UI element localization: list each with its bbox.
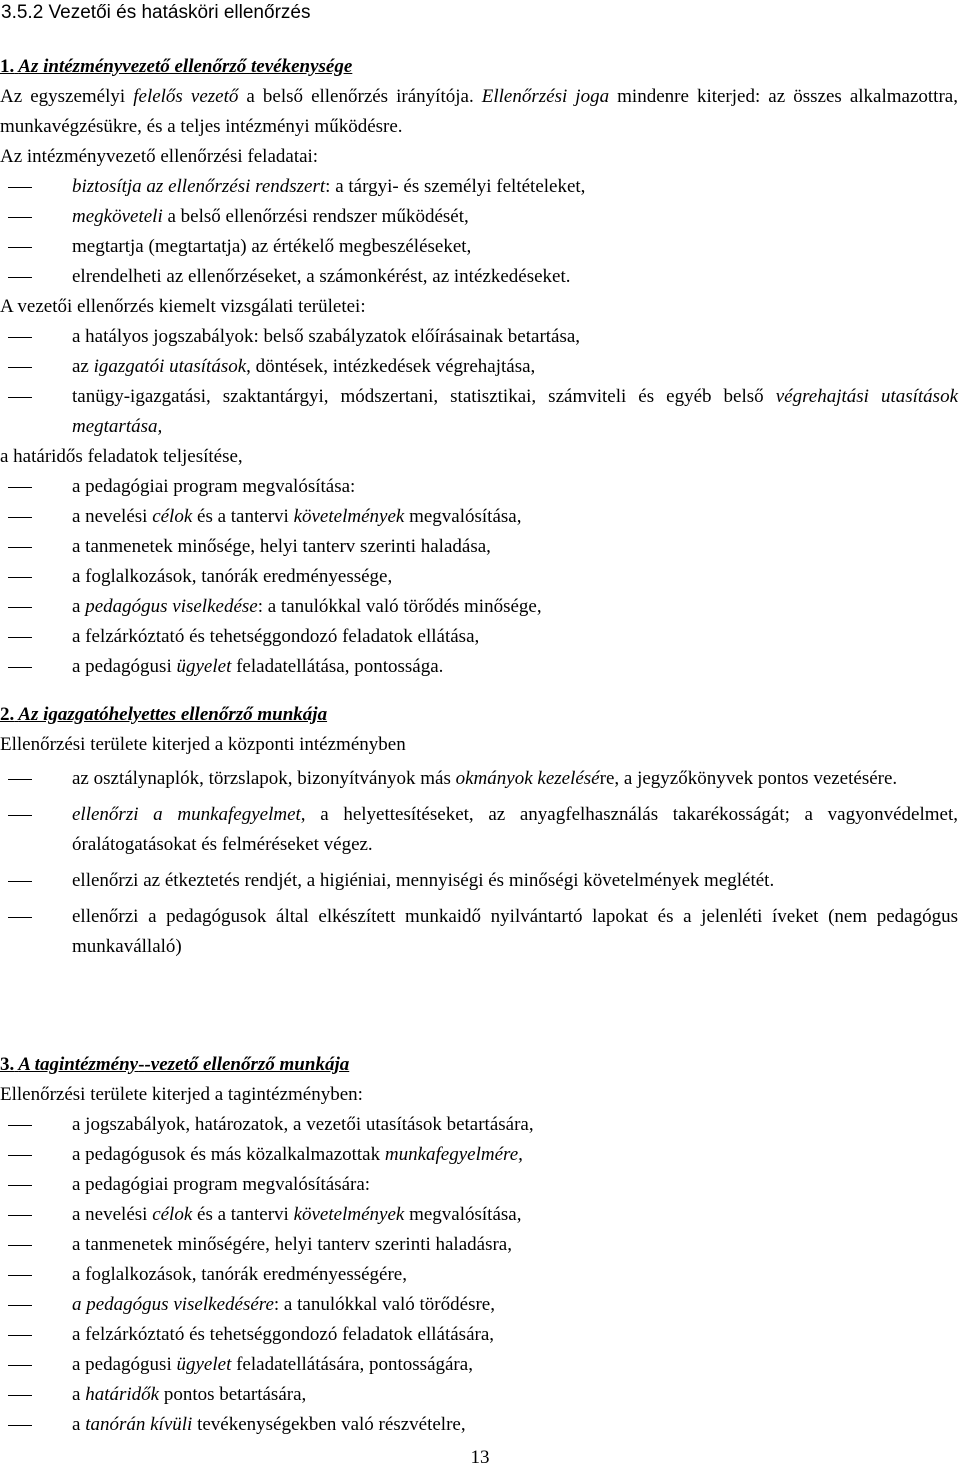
dash-bullet: [0, 502, 72, 532]
list-item: a felzárkóztató és tehetséggondozó feladatok ellátására,: [0, 1320, 958, 1350]
list-item: a pedagógusi ügyelet feladatellátására, pontosságára,: [0, 1350, 958, 1380]
list-item: a pedagógusi ügyelet feladatellátása, pontossága.: [0, 652, 958, 682]
list-item: a pedagógiai program megvalósítására:: [0, 1170, 958, 1200]
list-item: tanügy-igazgatási, szaktantárgyi, módszertani, statisztikai, számviteli és egyéb belső végrehajtási utasítások megtartása,: [0, 382, 958, 442]
list-item: megtartja (megtartatja) az értékelő megbeszéléseket,: [0, 232, 958, 262]
dash-bullet: [0, 1410, 72, 1440]
list-item: biztosítja az ellenőrzési rendszert: a tárgyi- és személyi feltételeket,: [0, 172, 958, 202]
section-1: [0, 52, 958, 682]
dash-bullet: [0, 472, 72, 502]
list-item: a pedagógusok és más közalkalmazottak munkafegyelmére,: [0, 1140, 958, 1170]
section-3-title: 3. A tagintézmény--vezető ellenőrző munkája: [0, 1054, 350, 1075]
list-item: a tanmenetek minősége, helyi tanterv szerinti haladása,: [0, 532, 958, 562]
section-3-intro: Ellenőrzési területe kiterjed a tagintézményben:: [0, 1084, 363, 1105]
list-item: ellenőrzi az étkeztetés rendjét, a higiéniai, mennyiségi és minőségi követelmények meglétét.: [0, 866, 958, 896]
list-item: a foglalkozások, tanórák eredményességére,: [0, 1260, 958, 1290]
list-item: a foglalkozások, tanórák eredményessége,: [0, 562, 958, 592]
dash-bullet: [0, 622, 72, 652]
dash-bullet: [0, 232, 72, 262]
dash-bullet: [0, 1260, 72, 1290]
list-item: a nevelési célok és a tantervi követelmények megvalósítása,: [0, 502, 958, 532]
dash-bullet: [0, 800, 72, 860]
section-1-title: 1. Az intézményvezető ellenőrző tevékenysége: [0, 56, 353, 77]
dash-bullet: [0, 1140, 72, 1170]
dash-bullet: [0, 1230, 72, 1260]
section-3: [0, 1050, 958, 1440]
list-item: ellenőrzi a pedagógusok által elkészített munkaidő nyilvántartó lapokat és a jelenléti íveket (nem pedagógus munkavállaló): [0, 902, 958, 962]
list-item: az igazgatói utasítások, döntések, intézkedések végrehajtása,: [0, 352, 958, 382]
list-item: a jogszabályok, határozatok, a vezetői utasítások betartására,: [0, 1110, 958, 1140]
section-2: [0, 700, 958, 962]
tasks-label: Az intézményvezető ellenőrzési feladatai:: [0, 146, 319, 167]
dash-bullet: [0, 202, 72, 232]
dash-bullet: [0, 1200, 72, 1230]
list-item: a nevelési célok és a tantervi követelmények megvalósítása,: [0, 1200, 958, 1230]
page-number: 13: [470, 1447, 490, 1468]
dash-bullet: [0, 1350, 72, 1380]
dash-bullet: [0, 562, 72, 592]
list-item: a felzárkóztató és tehetséggondozó feladatok ellátása,: [0, 622, 958, 652]
dash-bullet: [0, 1380, 72, 1410]
dash-bullet: [0, 172, 72, 202]
list-item: ellenőrzi a munkafegyelmet, a helyettesítéseket, az anyagfelhasználás takarékosságát; a vagyonvédelmet, óralátogatásokat és felméréseket végez.: [0, 800, 958, 860]
dash-bullet: [0, 532, 72, 562]
dash-bullet: [0, 382, 72, 442]
list-item: a tanórán kívüli tevékenységekben való részvételre,: [0, 1410, 958, 1440]
list-item: a határidők pontos betartására,: [0, 1380, 958, 1410]
section-1-intro: Az egyszemélyi felelős vezető a belső ellenőrzés irányítója. Ellenőrzési joga mindenre kiterjed: az összes alkalmazottra, munkavégzésükre, és a teljes intézményi működésre.: [0, 86, 958, 137]
dash-bullet: [0, 352, 72, 382]
dash-bullet: [0, 1320, 72, 1350]
dash-bullet: [0, 902, 72, 962]
dash-bullet: [0, 1170, 72, 1200]
dash-bullet: [0, 1290, 72, 1320]
dash-bullet: [0, 592, 72, 622]
dash-bullet: [0, 652, 72, 682]
list-item: a hatályos jogszabályok: belső szabályzatok előírásainak betartása,: [0, 322, 958, 352]
section-heading: 3.5.2 Vezetői és hatásköri ellenőrzés: [1, 2, 311, 23]
list-item: megköveteli a belső ellenőrzési rendszer működését,: [0, 202, 958, 232]
dash-bullet: [0, 866, 72, 896]
list-item: a pedagógus viselkedése: a tanulókkal való törődés minősége,: [0, 592, 958, 622]
dash-bullet: [0, 322, 72, 352]
dash-bullet: [0, 1110, 72, 1140]
dash-bullet: [0, 262, 72, 292]
list-item: a tanmenetek minőségére, helyi tanterv szerinti haladásra,: [0, 1230, 958, 1260]
list-item: a pedagógus viselkedésére: a tanulókkal való törődésre,: [0, 1290, 958, 1320]
deadline-line: a határidős feladatok teljesítése,: [0, 446, 243, 467]
dash-bullet: [0, 764, 72, 794]
list-item: elrendelheti az ellenőrzéseket, a számonkérést, az intézkedéseket.: [0, 262, 958, 292]
section-2-intro: Ellenőrzési területe kiterjed a központi intézményben: [0, 734, 406, 755]
section-2-title: 2. Az igazgatóhelyettes ellenőrző munkája: [0, 704, 328, 725]
areas-label: A vezetői ellenőrzés kiemelt vizsgálati területei:: [0, 296, 366, 317]
list-item: az osztálynaplók, törzslapok, bizonyítványok más okmányok kezelésére, a jegyzőkönyvek pontos vezetésére.: [0, 764, 958, 794]
list-item: a pedagógiai program megvalósítása:: [0, 472, 958, 502]
